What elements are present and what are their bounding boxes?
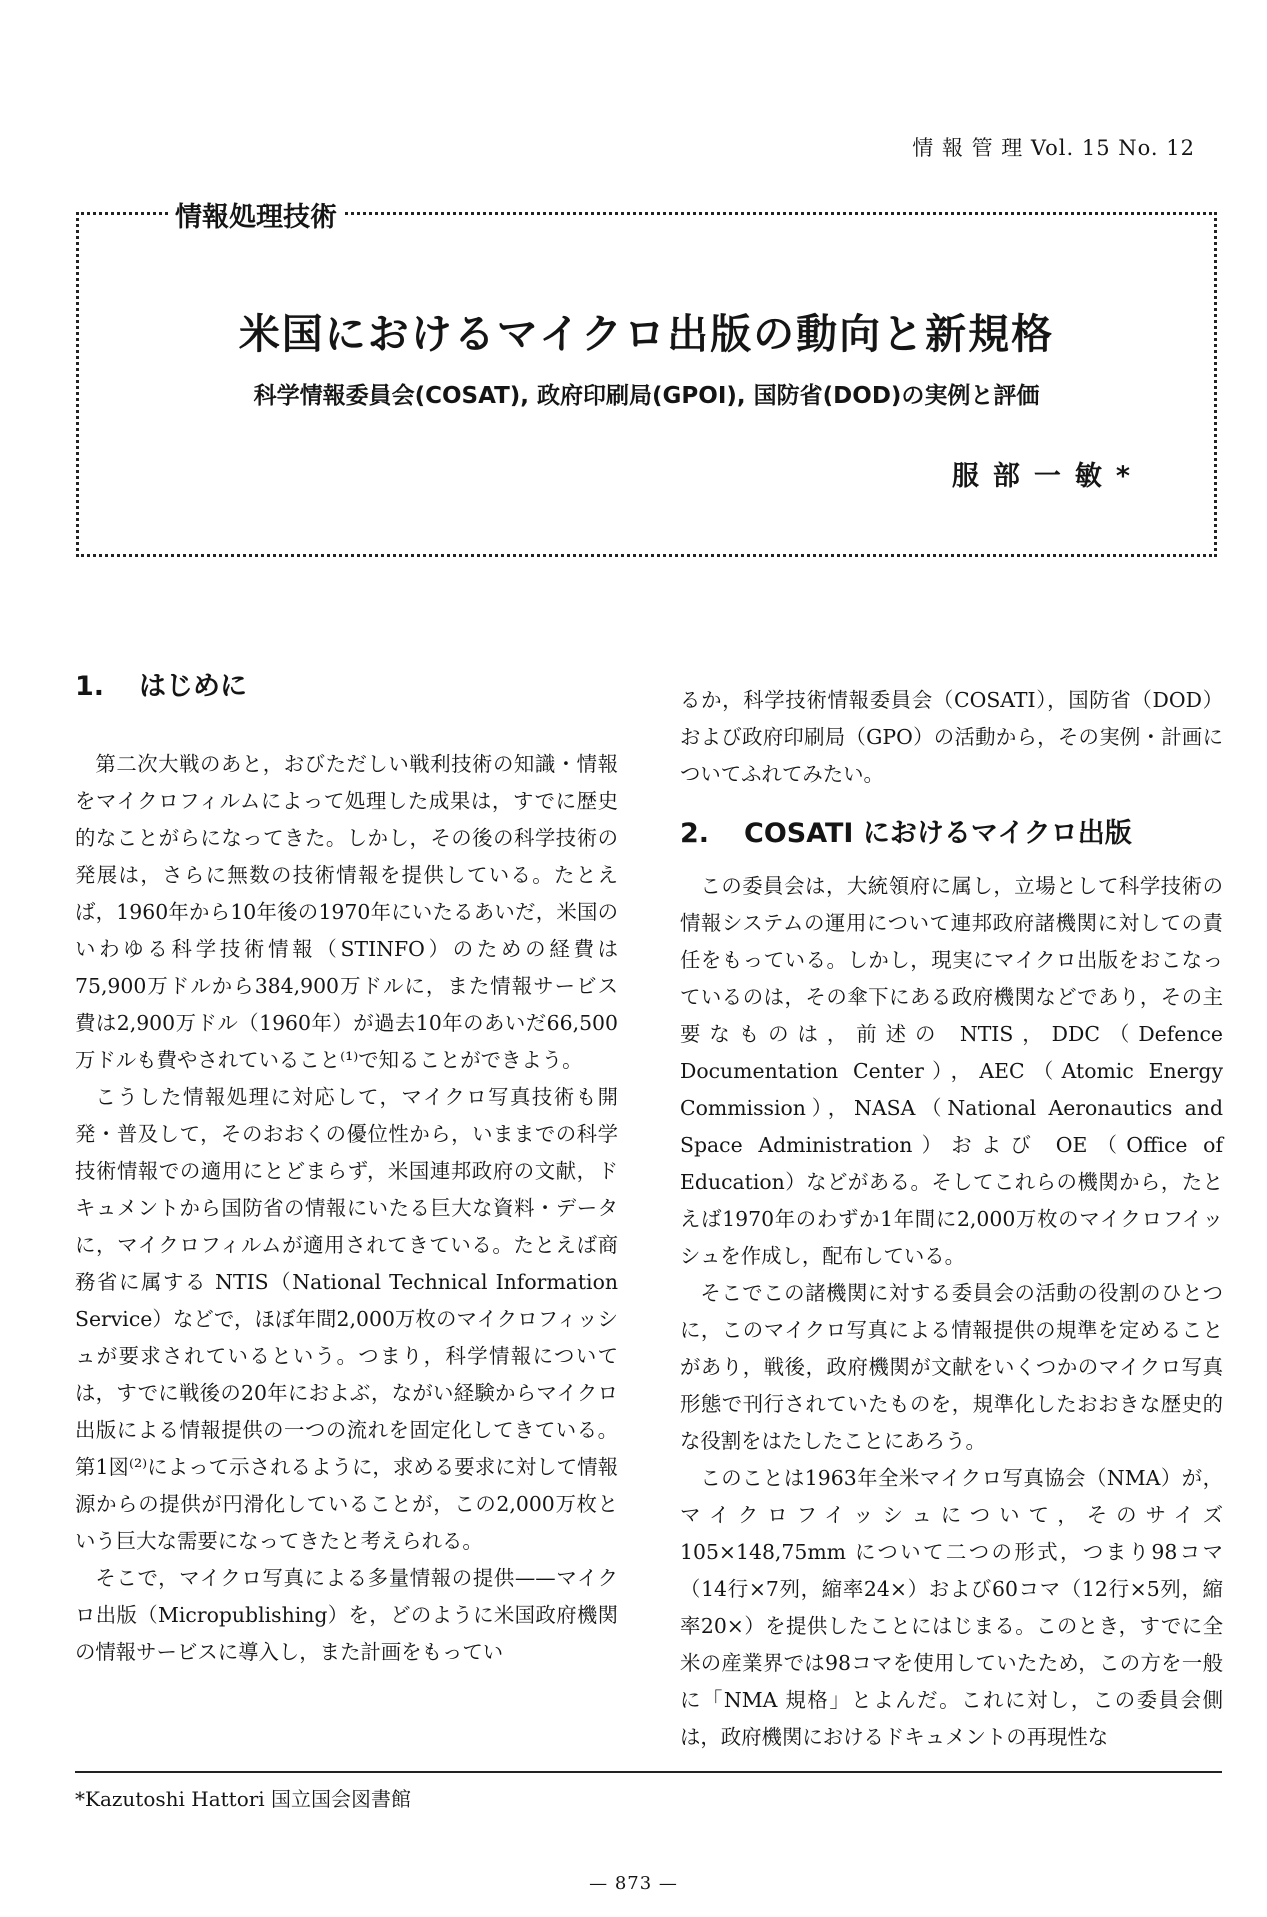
section-1-title: はじめに bbox=[139, 671, 247, 702]
section-2-heading bbox=[680, 815, 1223, 852]
paragraph: 第二次大戦のあと，おびただしい戦利技術の知識・情報をマイクロフィルムによって処理した成果は，すでに歴史的なことがらになってきた。しかし，その後の科学技術の発展は，さらに無数の技術情報を提供している。たとえば，1960年から10年後の1970年にいたるあいだ，米国のいわゆる科学技術情報（STINFO）のための経費は75,900万ドルから384,900万ドルに，また情報サービス費は2,900万ドル（1960年）が過去10年のあいだ66,500万ドルも費やされていること⁽¹⁾で知ることができよう。 bbox=[75, 752, 618, 1072]
paragraph: そこで，マイクロ写真による多量情報の提供——マイクロ出版（Micropublishing）を，どのように米国政府機関の情報サービスに導入し，また計画をもってい bbox=[75, 1566, 618, 1664]
paragraph: こうした情報処理に対応して，マイクロ写真技術も開発・普及して，そのおおくの優位性から，いままでの科学技術情報での適用にとどまらず，米国連邦政府の文献，ドキュメントから国防省の情報にいたる巨大な資料・データに，マイクロフィルムが適用されてきている。たとえば商務省に属する NTIS（National Technical Information Service）などで，ほぼ年間2,000万枚のマイクロフィッシュが要求されているという。つまり，科学情報については，すでに戦後の20年におよぶ，ながい経験からマイクロ出版による情報提供の一つの流れを固定化してきている。第1図⁽²⁾によって示されるように，求める要求に対して情報源からの提供が円滑化していることが，この2,000万枚という巨大な需要になってきたと考えられる。 bbox=[75, 1085, 618, 1553]
paragraph: この委員会は，大統領府に属し，立場として科学技術の情報システムの運用について連邦政府諸機関に対しての責任をもっている。しかし，現実にマイクロ出版をおこなっているのは，その傘下にある政府機関などであり，その主要なものは，前述の NTIS，DDC（Defence Documentation Center），AEC（Atomic Energy Commission），NASA（National Aeronautics and Space Administration）および OE（Office of Education）などがある。そしてこれらの機関から，たとえば1970年のわずか1年間に2,000万枚のマイクロフイッシュを作成し，配布している。 bbox=[680, 874, 1223, 1268]
article-subtitle: 科学情報委員会(COSAT), 政府印刷局(GPOI), 国防省(DOD)の実例と評価 bbox=[253, 383, 1040, 409]
author-name: 服部一敏* bbox=[951, 461, 1144, 492]
section-1-heading bbox=[75, 668, 247, 705]
footnote: *Kazutoshi Hattori 国立国会図書館 bbox=[75, 1787, 412, 1811]
page-number: — 873 — bbox=[589, 1873, 678, 1894]
article-title-box bbox=[76, 202, 1217, 557]
paragraph-continued: るか，科学技術情報委員会（COSATI），国防省（DOD）および政府印刷局（GPO）の活動から，その実例・計画についてふれてみたい。 bbox=[680, 688, 1223, 786]
right-column bbox=[680, 682, 1223, 1756]
section-2-title: COSATI におけるマイクロ出版 bbox=[744, 818, 1132, 849]
left-column bbox=[75, 671, 618, 1671]
journal-header: 情 報 管 理 Vol. 15 No. 12 bbox=[912, 136, 1195, 160]
section-2-number: 2. bbox=[680, 818, 710, 849]
paragraph: このことは1963年全米マイクロ写真協会（NMA）が，マイクロフイッシュについて，そのサイズ 105×148,75mm について二つの形式，つまり98コマ（14行×7列，縮率24×）および60コマ（12行×5列，縮率20×）を提供したことにはじまる。このとき，すでに全米の産業界では98コマを使用していたため，この方を一般に「NMA 規格」とよんだ。これに対し，この委員会側は，政府機関におけるドキュメントの再現性な bbox=[680, 1466, 1223, 1749]
article-title: 米国におけるマイクロ出版の動向と新規格 bbox=[238, 310, 1055, 358]
paragraph: そこでこの諸機関に対する委員会の活動の役割のひとつに，このマイクロ写真による情報提供の規準を定めることがあり，戦後，政府機関が文献をいくつかのマイクロ写真形態で刊行されていたものを，規準化したおおきな歴史的な役割をはたしたことにあろう。 bbox=[680, 1281, 1223, 1453]
section-label: 情報処理技術 bbox=[169, 195, 343, 234]
footnote-divider bbox=[75, 1771, 1222, 1773]
section-1-number: 1. bbox=[75, 671, 105, 702]
